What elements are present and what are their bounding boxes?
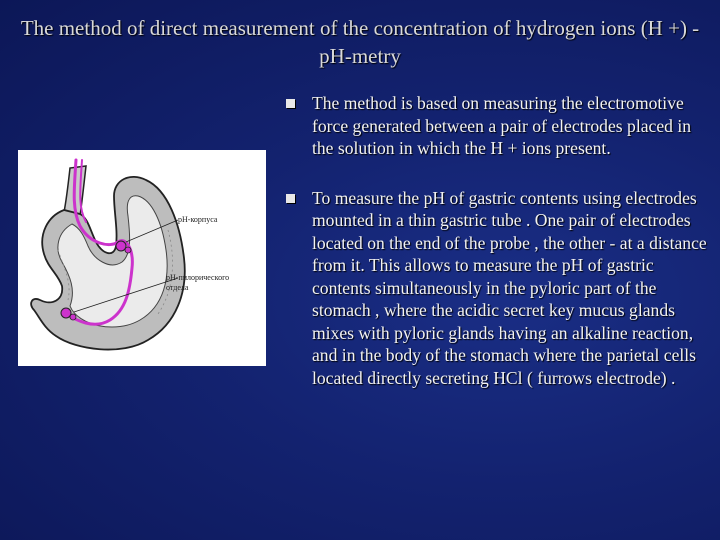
label-pyloric-ph-line1: рН-пилорического xyxy=(166,273,230,282)
electrode-body xyxy=(116,241,126,251)
electrode-pyloric xyxy=(61,308,71,318)
bullet-square-icon xyxy=(286,99,295,108)
slide-title: The method of direct measurement of the concentration of hydrogen ions (H +) - pH-metry xyxy=(20,16,700,68)
bullet-square-icon xyxy=(286,194,295,203)
bullet-item xyxy=(282,187,714,390)
stomach-probe-icon xyxy=(18,150,266,366)
label-pyloric-ph-line2: отдела xyxy=(166,283,189,292)
bullet-text: To measure the pH of gastric contents using electrodes mounted in a thin gastric tube . One pair of electrodes located on the end of the probe , the other - at a distance from it. This allows to measure the pH of gastric contents simultaneously in the pyloric part of the stomach , where the acidic secret key mucus glands mixes with pyloric glands having an alkaline reaction, and in the body of the stomach where the parietal cells located directly secreting HCl ( furrows electrode) . xyxy=(312,187,707,388)
stomach-diagram xyxy=(18,150,266,366)
bullet-item xyxy=(282,92,714,160)
label-body-ph: рН-корпуса xyxy=(178,215,218,224)
bullet-list xyxy=(282,92,714,389)
bullet-text: The method is based on measuring the electromotive force generated between a pair of electrodes placed in the solution in which the H + ions present. xyxy=(312,93,692,158)
